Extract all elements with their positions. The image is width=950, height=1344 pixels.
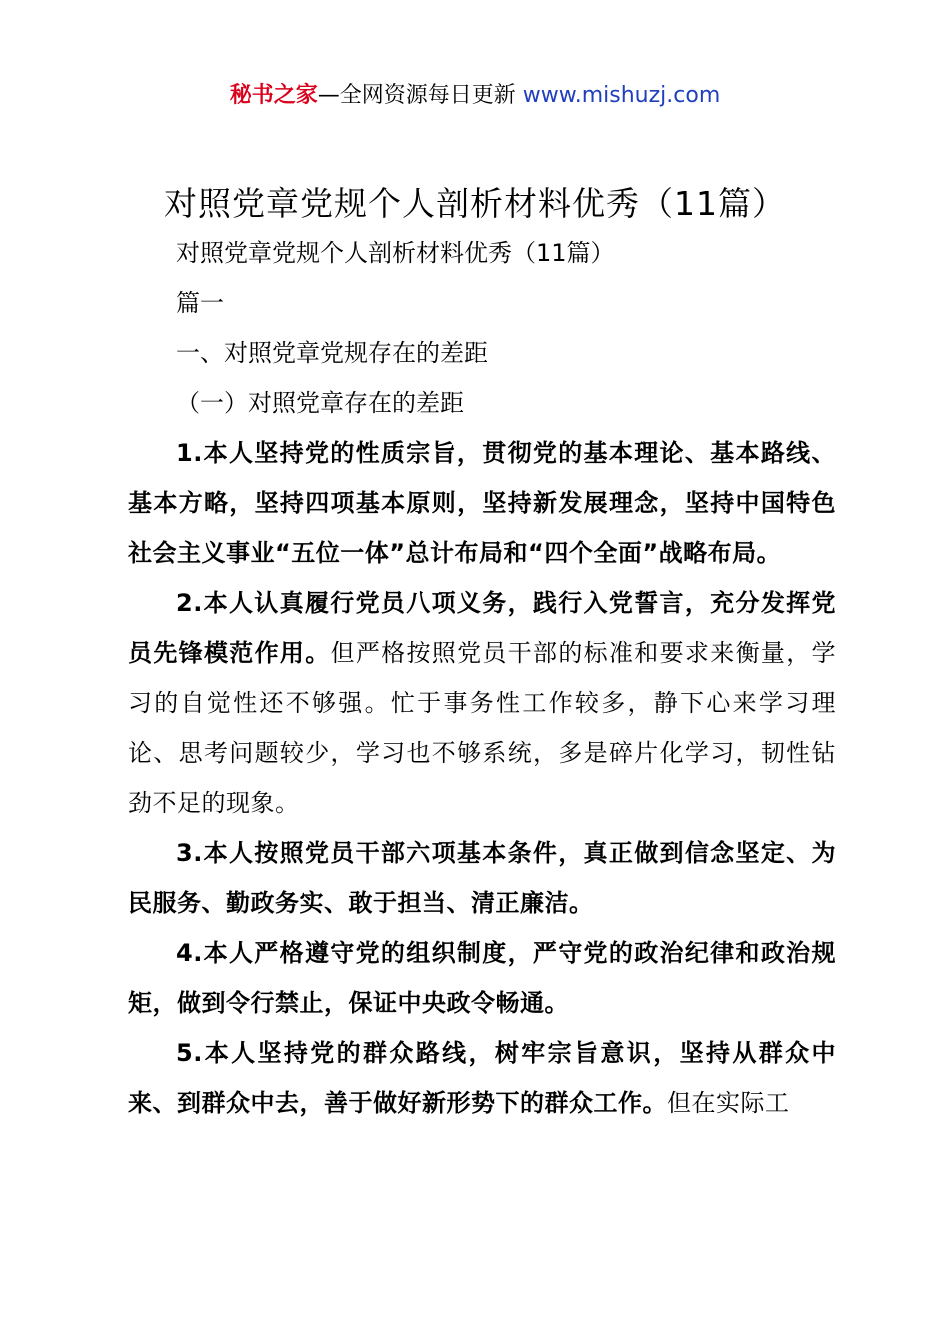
subtitle: 对照党章党规个人剖析材料优秀（11篇）	[176, 239, 615, 267]
chapter-heading: 篇一	[176, 289, 224, 317]
item-4-bold-text: 4.本人严格遵守党的组织制度，严守党的政治纪律和政治规矩，做到令行禁止，保证中央政令畅通。	[128, 939, 836, 1017]
document-title: 对照党章党规个人剖析材料优秀（11篇）	[164, 184, 786, 223]
paragraph-item-2	[128, 578, 836, 828]
site-header	[0, 80, 950, 112]
site-url[interactable]: www.mishuzj.com	[522, 83, 721, 108]
item-5-text: 但在实际工	[667, 1089, 790, 1117]
paragraph-item-5	[128, 1028, 836, 1128]
item-2-text: 但严格按照党员干部的标准和要求来衡量，学习的自觉性还不够强。忙于事务性工作较多，静下心来学习理论、思考问题较少，学习也不够系统，多是碎片化学习，韧性钻劲不足的现象。	[128, 639, 837, 817]
paragraph-item-4	[128, 928, 836, 1028]
subsection-heading: （一）对照党章存在的差距	[176, 389, 464, 417]
paragraph-item-3	[128, 828, 836, 928]
item-2-bold-text: 2.本人认真履行党员八项义务，践行入党誓言，充分发挥党员先锋模范作用。	[128, 589, 836, 667]
document-body	[128, 228, 836, 1128]
brand-name: 秘书之家	[229, 83, 318, 108]
item-5-bold-text: 5.本人坚持党的群众路线，树牢宗旨意识，坚持从群众中来、到群众中去，善于做好新形势下的群众工作。	[128, 1039, 836, 1117]
section-heading: 一、对照党章党规存在的差距	[176, 339, 488, 367]
item-1-bold-text: 1.本人坚持党的性质宗旨，贯彻党的基本理论、基本路线、基本方略，坚持四项基本原则，坚持新发展理念，坚持中国特色社会主义事业“五位一体”总计布局和“四个全面”战略布局。	[128, 439, 836, 567]
item-3-bold-text: 3.本人按照党员干部六项基本条件，真正做到信念坚定、为民服务、勤政务实、敢于担当、清正廉洁。	[128, 839, 836, 917]
paragraph-item-1	[128, 428, 836, 578]
header-tagline: —全网资源每日更新	[317, 83, 516, 108]
